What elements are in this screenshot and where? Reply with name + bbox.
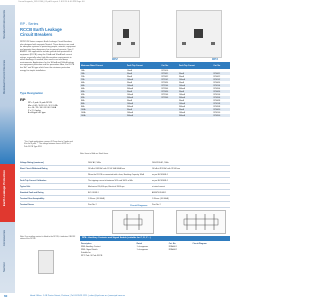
- table-cell: 30mA: [126, 81, 132, 84]
- aux-table: [80, 243, 230, 257]
- spec-value: as per IEC61008-1: [152, 173, 168, 176]
- footer-address: Head Office: 1-18 Porter Street, Prahran | Tel 03 9529 1211 | sales@ipd.com.au | www.ipd.com.au: [30, 295, 125, 297]
- product-label-rp4: RP4: [212, 57, 218, 61]
- type-line: In = 16 / 25 / 40 / 63 / 80 / 100A: [28, 107, 57, 110]
- table-cell: 100mA: [126, 93, 133, 96]
- table-cell: 100mA: [178, 78, 212, 81]
- spec-value: Pozi No. 2: [152, 203, 161, 206]
- table-cell: 30mA: [126, 99, 132, 102]
- table-header-row: [80, 62, 230, 69]
- table-cell: RP4300: [212, 114, 230, 117]
- table-cell: 300mA: [126, 96, 160, 99]
- table-cell: RP2104: [160, 84, 178, 87]
- ratings-table-body: [80, 69, 230, 117]
- table-cell: RP2102: [160, 78, 178, 81]
- spec-value: 1-35mm² (16-100A): [88, 197, 105, 200]
- table-cell: [168, 254, 192, 257]
- table-cell: [192, 254, 230, 257]
- table-cell: 30mA: [126, 75, 132, 78]
- table-cell: 300mA: [126, 87, 133, 90]
- table-cell: 30mA: [178, 90, 212, 93]
- ratings-table: [80, 62, 230, 117]
- table-cell: RPA0601: [168, 245, 177, 248]
- table-cell: RP4108: [212, 102, 230, 105]
- table-cell: 25A: [80, 78, 126, 81]
- product-label-rp2: RP2: [112, 57, 118, 61]
- table-cell: 80A: [80, 102, 126, 105]
- table-cell: RP4030: [212, 108, 230, 111]
- type-line: RP = 2 pole / 4 pole RCCB: [28, 102, 52, 104]
- table-cell: 16A: [80, 72, 126, 75]
- sidebar-bottom-text-2: Section: [2, 262, 6, 273]
- circuit-diagram-4p: [176, 210, 226, 234]
- type-designation: [20, 91, 78, 115]
- table-cell: RP2031: [160, 72, 178, 75]
- table-cell: RP4100: [213, 111, 221, 114]
- circuit-symbol: [113, 211, 153, 233]
- sidebar-section-label: Earth Leakage Protection: [2, 170, 6, 207]
- col-header: Description: [81, 243, 92, 245]
- table-cell: Suitable for: [81, 251, 91, 254]
- table-cell: RP4032: [213, 75, 221, 78]
- table-cell: 10mA: [126, 69, 132, 72]
- file-info: Consultingweb_2010 R04_02.pdf:Layout 1 4/2/10 6:00 PM Page 60: [18, 1, 85, 3]
- table-cell: RP4306: [212, 96, 230, 99]
- table-cell: RP4036: [212, 90, 230, 93]
- table-cell: RP4034: [213, 81, 221, 84]
- table-cell: 30mA: [126, 72, 160, 75]
- circuit-diagrams-title: Circuit Diagrams: [130, 205, 148, 207]
- col-header: Fault Trip Current: [126, 62, 160, 69]
- title-series: RP - Series: [20, 22, 39, 26]
- table-cell: 80A: [81, 105, 85, 108]
- product-photo-rp2: [112, 10, 140, 58]
- intro-paragraph: RP/RCCB Series compact Earth Leakage Circuit Breakers, also designed with separate Neutral. These devices are used for adequate systems of protecting people, animals, equipment and property from dangerous line to ground currents. Type 2 ANNEX. Life applications include ground-fault protection of equipment (RCCB) using the 10mA and 30mA fault current ratings, especially when high life-sensitive requirements in either dwellings is needed; also used in wet and damp environments. Applications for the 300mA and 500mA ratings are equipment protection and fire prevention. Also, the RCCB has 'AC' and 'A' type which have the minimum protection energy for simple installation.: [20, 41, 76, 72]
- spec-label: Terminal Size Acceptability: [20, 197, 45, 200]
- table-cell: 100mA: [126, 111, 133, 114]
- circuit-symbol: [177, 211, 225, 233]
- spec-label: Standard Fault and Rating: [20, 191, 44, 194]
- table-cell: RP4102: [212, 78, 230, 81]
- spec-value: AS/NZS 61008.1: [152, 191, 167, 194]
- table-cell: RP4106: [213, 93, 221, 96]
- table-cell: RP2306: [160, 96, 178, 99]
- page-number: 60: [4, 294, 8, 298]
- table-cell: RP4038: [213, 99, 221, 102]
- type-line: IΔn = 0.01 / 0.03 / 0.1 / 0.3 / 0.5A: [28, 104, 58, 107]
- spec-label: Short Circuit Withstand Rating: [20, 167, 48, 170]
- table-cell: 30mA: [178, 72, 212, 75]
- table-cell: RP4308: [213, 105, 221, 108]
- spec-row: [20, 202, 230, 208]
- table-cell: 30mA: [178, 75, 184, 78]
- col-header: Cat. No.: [212, 62, 230, 69]
- spec-value: as per IEC61008-1: [152, 179, 168, 182]
- spec-label: Typical Life: [20, 185, 31, 188]
- title-line-2: RCCB Earth Leakage: [20, 27, 62, 32]
- table-cell: RPA - Signal Switch: [81, 248, 98, 251]
- table-cell: 40A: [81, 87, 85, 90]
- table-cell: RPA0602: [168, 248, 177, 251]
- table-cell: 300mA: [126, 105, 133, 108]
- specifications: [20, 160, 230, 208]
- table-cell: 80A: [81, 99, 85, 102]
- table-cell: RP4031: [212, 72, 230, 75]
- table-cell: 100mA: [178, 93, 185, 96]
- table-cell: 100A: [80, 108, 126, 111]
- table-cell: 1 changeover: [136, 248, 149, 251]
- table-cell: 100A: [81, 111, 86, 114]
- table-cell: 30mA: [178, 81, 184, 84]
- table-cell: 100mA: [178, 84, 212, 87]
- table-cell: 100mA: [126, 78, 160, 81]
- spec-value: 10 kA at 240V AC with 1P+N 16A-100A fuse: [88, 167, 125, 170]
- table-cell: RPA - Auxiliary Contact: [81, 245, 101, 248]
- table-cell: 300mA: [178, 105, 185, 108]
- table-cell: 100mA: [178, 111, 185, 114]
- table-cell: 300mA: [178, 87, 185, 90]
- spec-value: When the RCCB is connected with a fuse, Breaking Capacity 10kA: [88, 173, 144, 176]
- aux-heading: RPA - Auxiliary Contacts and Signal Switch (suitable for C, D, Z ...): [80, 236, 230, 241]
- col-header: Circuit Diagram: [192, 243, 207, 245]
- table-cell: 100A: [80, 114, 126, 117]
- footer: [0, 293, 236, 300]
- spec-value: 1-35mm² (16-100A): [152, 197, 169, 200]
- table-cell: RP2032: [161, 75, 169, 78]
- type-line: A = A type / AC type: [28, 112, 46, 115]
- table-cell: [160, 114, 178, 117]
- sidebar-bottom-text-1: Accessories: [2, 230, 6, 247]
- table-cell: RP2106: [161, 93, 169, 96]
- table-cell: RP 2 Pole / 4 Pole RCCB: [81, 254, 103, 257]
- table-cell: 100mA: [126, 84, 160, 87]
- table-cell: 63A: [80, 90, 126, 93]
- table-cell: RP2304: [161, 87, 169, 90]
- type-code: RP: [20, 97, 26, 102]
- spec-value: 10 kA at 415V AC with 3P+N fuse: [152, 167, 181, 170]
- table-cell: RP4304: [213, 87, 221, 90]
- table-cell: 300mA: [126, 114, 160, 117]
- spec-value: Mechanical 20,000 ops, Electrical 2000 ops: [88, 185, 125, 188]
- title-line-3: Circuit Breakers: [20, 32, 53, 37]
- col-header: Fault Trip Current: [178, 62, 212, 69]
- table-row: [80, 114, 230, 117]
- circuit-diagram-2p: [112, 210, 154, 234]
- spec-value: The tripping current is between 50% and 100% of IΔn: [88, 179, 133, 182]
- type-designation-heading: Type Designation: [20, 91, 44, 95]
- table-cell: 30mA: [126, 90, 160, 93]
- type-line: P = 2 / 4 poles: [28, 109, 41, 112]
- spec-value: at rated current: [152, 185, 165, 188]
- col-header: Cat. No.: [168, 243, 176, 245]
- table-cell: RP2034: [161, 81, 169, 84]
- table-cell: RP2036: [160, 90, 178, 93]
- table-cell: 100mA: [178, 102, 212, 105]
- sidebar-top-text-1: Standard Instruments: [2, 10, 6, 39]
- file-header: [0, 0, 236, 6]
- table-cell: [136, 254, 168, 257]
- notes-paragraph: * For 4 pole applications, connect 3 Phase line to 3 poles and N to the N pole. ** The voltage between lines is 415V for 4 Pole RCCB Type RP4.: [24, 141, 73, 148]
- table-footnote: Note: Items in Bold are Stock Items: [80, 153, 109, 155]
- spec-value: 240/415V AC, 50Hz: [152, 161, 169, 164]
- product-photo-rp4: [176, 10, 222, 58]
- col-header: Cat. No.: [160, 62, 178, 69]
- table-cell: 1 changeover: [136, 245, 149, 248]
- table-row: [80, 254, 230, 257]
- spec-value: 240V AC, 50Hz: [88, 161, 101, 164]
- sidebar: [0, 5, 15, 293]
- spec-label: Fault Trip Current Calibration: [20, 179, 47, 182]
- table-cell: 16A: [81, 69, 85, 72]
- table-cell: 30mA: [126, 108, 160, 111]
- table-cell: 300mA: [178, 96, 212, 99]
- table-cell: 25A: [81, 75, 85, 78]
- table-cell: 40A: [80, 84, 126, 87]
- table-cell: 30mA: [178, 99, 184, 102]
- spec-value: Pozi No. 2: [88, 203, 97, 206]
- aux-product-photo: [38, 250, 54, 274]
- table-cell: 63A: [80, 96, 126, 99]
- table-cell: 30mA: [178, 108, 212, 111]
- table-cell: 100mA: [126, 102, 160, 105]
- table-cell: 300mA: [178, 114, 212, 117]
- aux-table-body: [80, 245, 230, 257]
- sidebar-top-text-2: Residual Current Devices: [2, 60, 6, 95]
- table-cell: RP2016: [161, 69, 169, 72]
- spec-value: IEC 61008-1: [88, 191, 99, 194]
- spec-label: Voltage Rating (maximum): [20, 161, 44, 164]
- table-cell: 40A: [81, 81, 85, 84]
- table-cell: 63A: [81, 93, 85, 96]
- table-cell: RP4104: [212, 84, 230, 87]
- aux-note: Note: If an auxiliary contact is fitted to the RCCB, it indicates ON/OFF status of the RCCB.: [20, 236, 76, 241]
- spec-label: Terminal Screw: [20, 203, 34, 206]
- col-header: Maximum Rated Current: [80, 62, 126, 69]
- col-header: Rated: [136, 243, 142, 245]
- page-title: [20, 21, 80, 37]
